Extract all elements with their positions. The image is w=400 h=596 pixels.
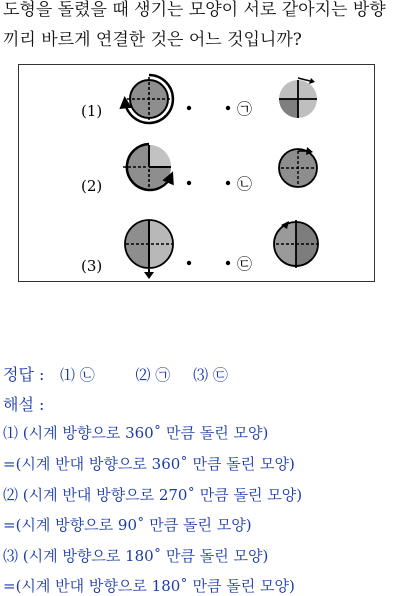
question-line-1: 도형을 돌렸을 때 생기는 모양이 서로 같아지는 방향	[3, 0, 386, 20]
item-label-3: (3)	[81, 257, 103, 275]
answer-part-2: ⑵ ㉠	[135, 366, 171, 384]
match-label-3: ㉢	[237, 255, 253, 273]
dot-2-right	[226, 181, 230, 185]
match-label-1: ㉠	[237, 100, 253, 118]
shape-2-left	[123, 144, 171, 190]
explanation-line-3: ⑵ (시계 반대 방향으로 270˚ 만큼 돌린 모양)	[3, 486, 303, 504]
explanation-line-1: ⑴ (시계 방향으로 360˚ 만큼 돌린 모양)	[3, 424, 269, 442]
shape-3-right	[274, 220, 319, 268]
dot-3-right	[226, 261, 230, 265]
explanation-line-6: =(시계 반대 방향으로 180˚ 만큼 돌린 모양)	[3, 577, 295, 595]
explanation-line-5: ⑶ (시계 방향으로 180˚ 만큼 돌린 모양)	[3, 547, 269, 565]
shape-1-left	[125, 75, 173, 123]
item-label-1: (1)	[81, 102, 103, 120]
answer-part-1: ⑴ ㉡	[59, 366, 95, 384]
dot-3-left	[187, 261, 191, 265]
question-line-2: 끼리 바르게 연결한 것은 어느 것입니까?	[3, 30, 302, 50]
answer-line	[3, 362, 228, 385]
shape-1-right	[279, 78, 317, 118]
answer-title: 정답 :	[3, 365, 45, 384]
figure-box	[18, 64, 375, 282]
dot-1-left	[187, 106, 191, 110]
explanation-title: 해설 :	[3, 395, 45, 414]
shape-2-right	[279, 147, 317, 187]
answer-part-3: ⑶ ㉢	[193, 366, 228, 384]
item-label-2: (2)	[81, 177, 103, 195]
dot-1-right	[226, 106, 230, 110]
explanation-line-2: =(시계 반대 방향으로 360˚ 만큼 돌린 모양)	[3, 455, 295, 473]
shape-3-left	[125, 220, 173, 279]
dot-2-left	[187, 181, 191, 185]
explanation-line-4: =(시계 방향으로 90˚ 만큼 돌린 모양)	[3, 516, 252, 534]
match-label-2: ㉡	[237, 175, 253, 193]
rotation-figure	[19, 65, 376, 283]
